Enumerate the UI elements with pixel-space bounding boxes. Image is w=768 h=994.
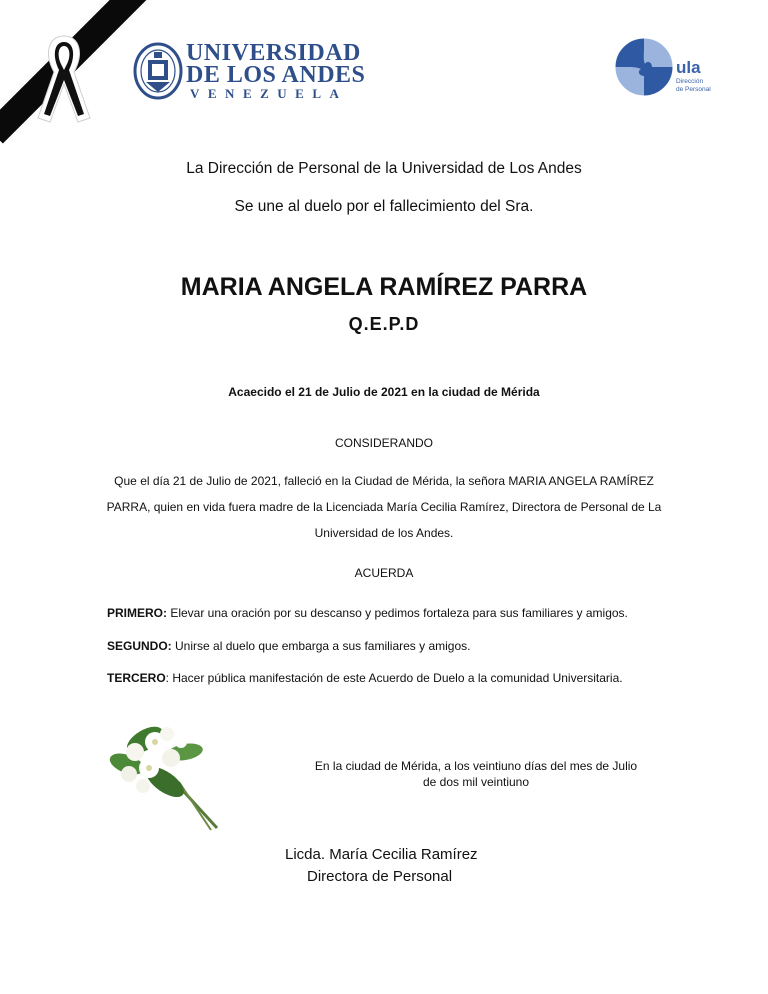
considerando-paragraph: Que el día 21 de Julio de 2021, falleció en la Ciudad de Mérida, la señora MARIA ANGELA RAMÍREZ PARRA, quien en vida fuera madre de la Licenciada María Cecilia Ramírez, Directora de Personal de La Universidad de los Andes. (106, 474, 662, 540)
intro-line-1: La Dirección de Personal de la Universidad de Los Andes (186, 160, 582, 177)
resolution-item-2 (107, 639, 470, 653)
university-seal-icon (133, 42, 183, 100)
dept-logo-sub2: de Personal (676, 86, 711, 93)
acuerda-heading: ACUERDA (354, 566, 414, 580)
date-place-line: Acaecido el 21 de Julio de 2021 en la ciudad de Mérida (228, 385, 540, 399)
resolution-label: PRIMERO: (107, 606, 167, 620)
flower-bouquet-icon (105, 712, 225, 832)
university-name-line2: DE LOS ANDES (186, 62, 366, 88)
dept-logo-text: ula (676, 58, 701, 77)
resolution-item-1 (107, 606, 628, 620)
resolution-text: : Hacer pública manifestación de este Acuerdo de Duelo a la comunidad Universitaria. (165, 671, 623, 685)
resolution-item-3 (107, 671, 623, 685)
dept-logo-sub1: Dirección (676, 78, 704, 85)
resolution-text: Elevar una oración por su descanso y pedimos fortaleza para sus familiares y amigos. (167, 606, 628, 620)
signature-title: Directora de Personal (307, 868, 453, 885)
puzzle-logo-icon (612, 36, 676, 98)
signature-name: Licda. María Cecilia Ramírez (285, 846, 478, 863)
university-name-line1: UNIVERSIDAD (186, 40, 361, 66)
resolution-label: SEGUNDO: (107, 639, 172, 653)
considerando-heading: CONSIDERANDO (334, 436, 433, 450)
qepd-label: Q.E.P.D (348, 314, 420, 334)
intro-line-2: Se une al duelo por el fallecimiento del Sra. (234, 198, 534, 215)
closing-line-1: En la ciudad de Mérida, a los veintiuno días del mes de Julio (314, 759, 638, 773)
resolution-label: TERCERO (107, 671, 166, 685)
resolution-text: Unirse al duelo que embarga a sus familiares y amigos. (171, 639, 471, 653)
deceased-name: MARIA ANGELA RAMÍREZ PARRA (180, 273, 588, 301)
mourning-ribbon-icon (24, 28, 104, 128)
closing-line-2: de dos mil veintiuno (422, 775, 530, 789)
university-country: VENEZUELA (190, 86, 348, 101)
